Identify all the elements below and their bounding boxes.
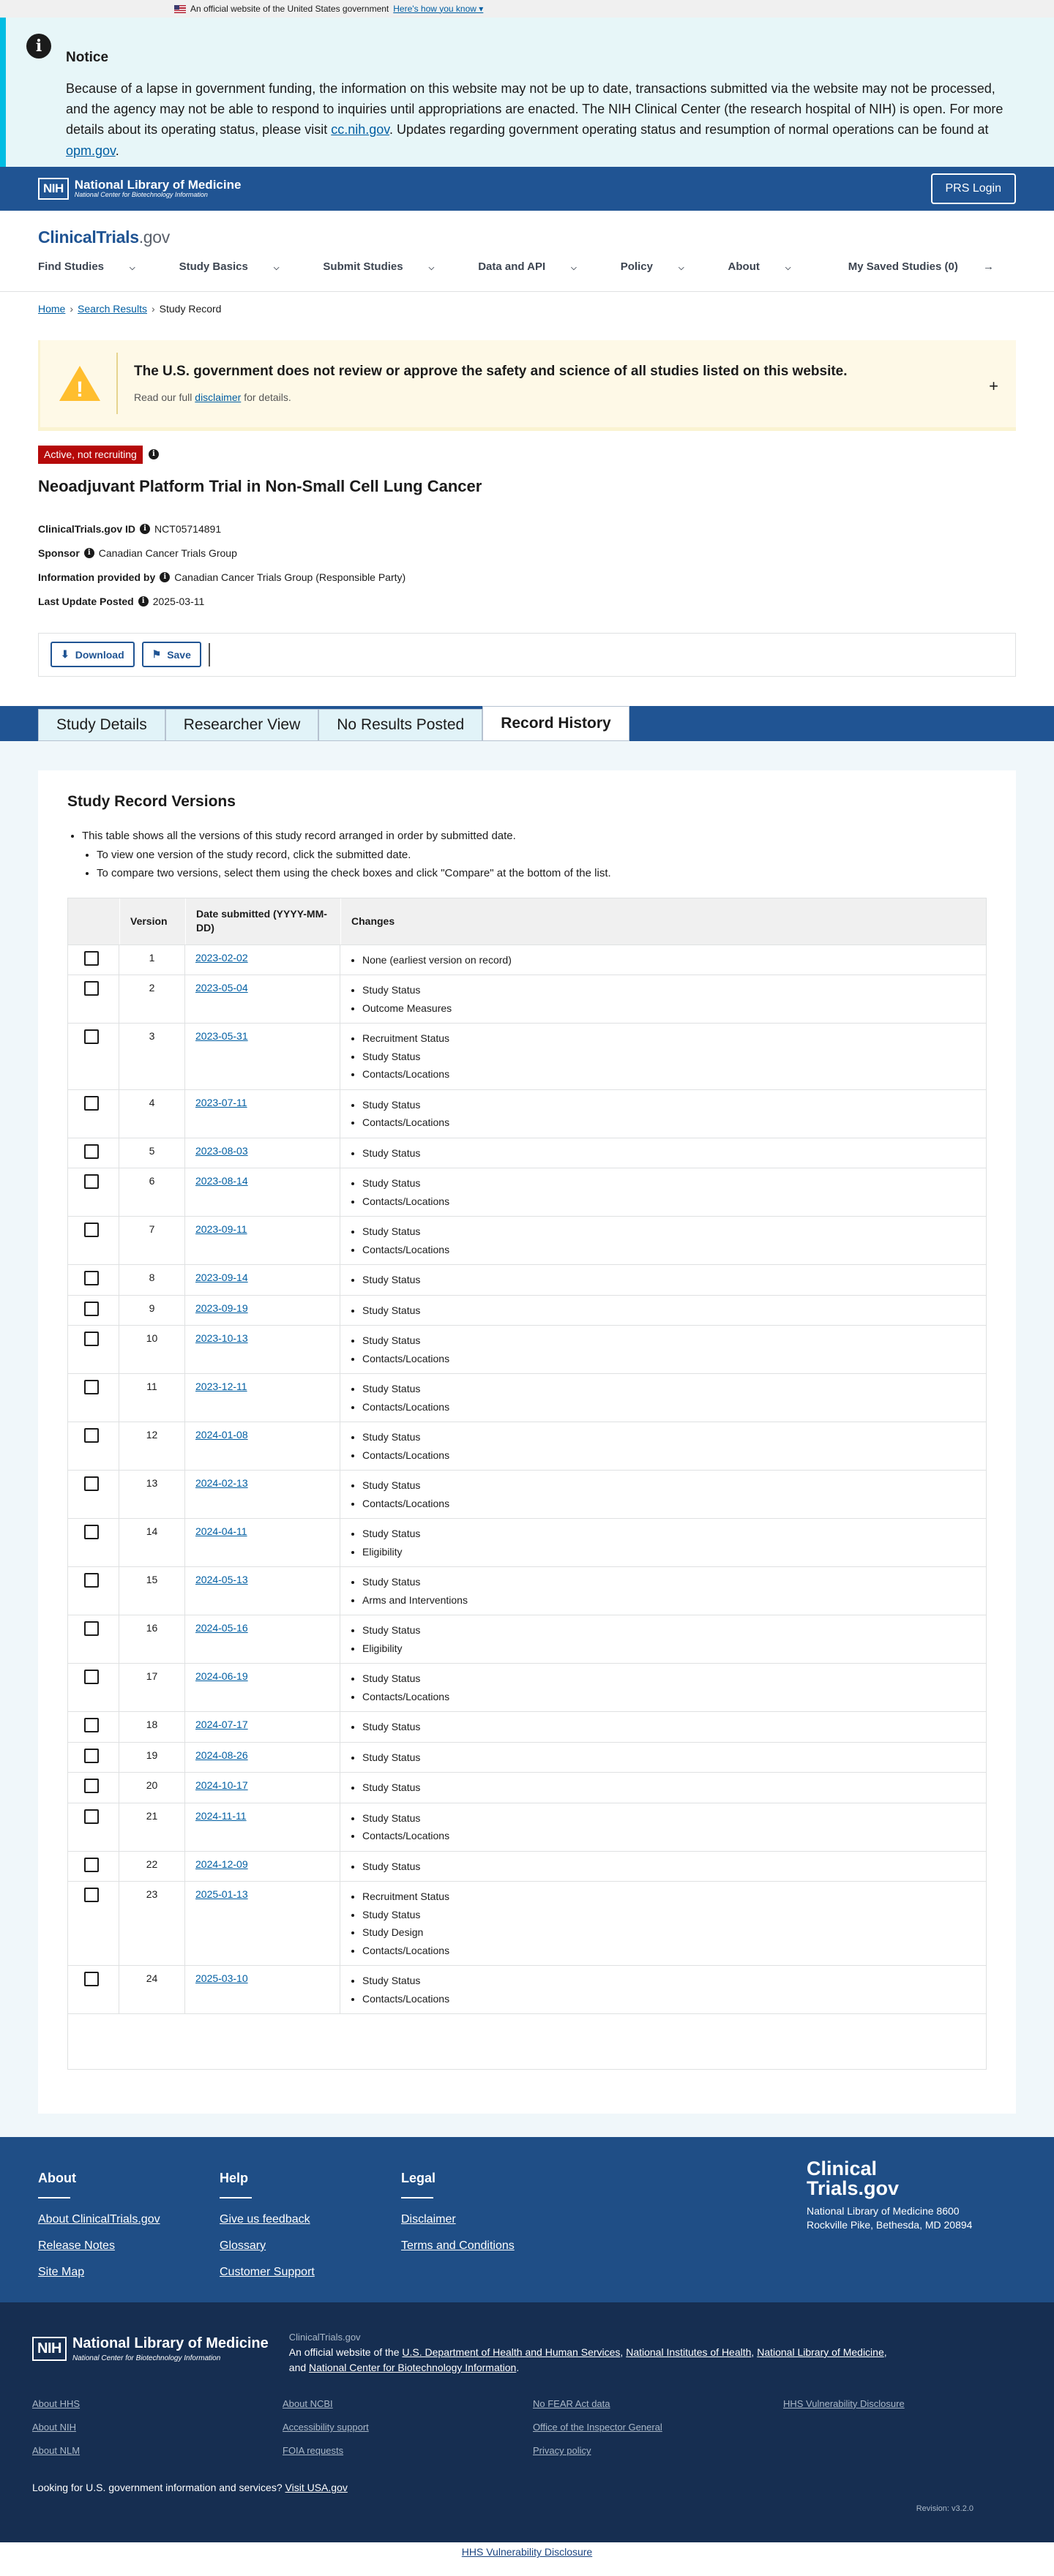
cc-nih-link[interactable]: cc.nih.gov [331,122,389,138]
nih-link[interactable]: National Institutes of Health [626,2346,752,2358]
compare-checkbox[interactable] [84,1573,99,1588]
table-header [68,898,986,945]
footer-link[interactable]: Office of the Inspector General [533,2422,662,2433]
change-item: • Contacts/Locations [362,1241,976,1259]
change-item: • Eligibility [362,1543,976,1561]
changes-list [362,1380,976,1416]
table-row [68,1881,986,1965]
notice-title: Notice [66,50,109,65]
version-date-link[interactable]: 2024-12-09 [195,1858,248,1870]
table-row [68,1138,986,1168]
version-date-link[interactable]: 2024-05-13 [195,1574,248,1586]
version-date-link[interactable]: 2024-08-26 [195,1749,248,1761]
change-item: • Contacts/Locations [362,1193,976,1211]
nlm-link[interactable]: National Library of Medicine [757,2346,884,2358]
changes-list [362,1096,976,1132]
history-intro [67,827,987,883]
change-item: • Contacts/Locations [362,1495,976,1513]
compare-checkbox[interactable] [84,1779,99,1793]
compare-checkbox[interactable] [84,1223,99,1237]
version-number: 18 [119,1712,185,1742]
change-item: • Study Status [362,1718,976,1736]
footer-brand [807,2159,988,2231]
notice-body: Because of a lapse in government funding, the information on this website may not be up to date, transactions submitted via the website may not be processed, and the agency may not be able to respond to inquiries until appropriations are enacted. The NIH Clinical Center (the research hospital of NIH) is open. For more details about its operating status, please visit cc.nih.gov. Updates regarding government operating status and resumption of normal operations can be found at opm.gov. [66,80,1003,158]
change-item: • Study Status [362,1749,976,1767]
version-date-link[interactable]: 2025-01-13 [195,1888,248,1901]
footer-bottom [0,2302,1054,2542]
nav-about[interactable]: About ⌵ [728,260,791,274]
version-date-link[interactable]: 2024-07-17 [195,1719,248,1731]
compare-checkbox[interactable] [84,1749,99,1763]
download-icon: ⬇ [61,648,70,661]
changes-list [362,1749,976,1767]
footer-link[interactable]: Site Map [38,2266,85,2279]
info-icon[interactable]: i [138,596,149,607]
change-item: • Study Status [362,1174,976,1193]
footer-link[interactable]: About NIH [32,2422,76,2433]
version-date-link[interactable]: 2023-08-14 [195,1175,248,1187]
footer-help [220,2169,401,2279]
version-number: 1 [119,945,185,975]
footer-bottom-links [32,2397,1022,2468]
ncbi-subtitle: National Center for Biotechnology Information [74,191,208,199]
version-number: 23 [119,1882,185,1965]
breadcrumb-home[interactable]: Home [38,303,66,315]
nih-logo-box: NIH [32,2337,67,2361]
info-icon: i [26,34,51,59]
intro-item: • To view one version of the study record, click the submitted date. [97,846,987,865]
change-item: • Study Status [362,1525,976,1543]
study-id: NCT05714891 [154,522,222,535]
change-item: • Study Status [362,1271,976,1289]
version-date-link[interactable]: 2024-02-13 [195,1477,248,1490]
table-row [68,1803,986,1851]
study-meta [0,498,1054,614]
study-title: Neoadjuvant Platform Trial in Non-Small Cell Lung Cancer [38,477,482,496]
footer-link[interactable]: About NLM [32,2445,81,2457]
version-date-link[interactable]: 2024-05-16 [195,1622,248,1634]
bookmark-icon: ⚑ [152,648,162,661]
change-item: • Contacts/Locations [362,1446,976,1465]
version-number: 19 [119,1743,185,1773]
col-date: Date submitted (YYYY-MM-DD) [185,898,340,945]
footer-about-title: About [38,2171,76,2186]
compare-checkbox[interactable] [84,1525,99,1539]
nav-study-basics[interactable]: Study Basics ⌵ [179,260,280,274]
col-version: Version [119,898,185,945]
compare-checkbox[interactable] [84,1809,99,1824]
changes-list [362,1428,976,1464]
compare-checkbox[interactable] [84,981,99,996]
changes-list [362,1858,976,1876]
compare-checkbox[interactable] [84,1428,99,1443]
info-icon[interactable]: i [140,524,150,534]
change-item: • Study Status [362,1779,976,1797]
changes-list [362,1718,976,1736]
change-item: • Arms and Interventions [362,1591,976,1610]
version-date-link[interactable]: 2023-05-31 [195,1030,248,1043]
version-number: 6 [119,1168,185,1216]
version-number: 9 [119,1296,185,1326]
table-row [68,1089,986,1138]
revision-label: Revision: v3.2.0 [916,2504,973,2513]
info-icon[interactable]: i [84,548,94,558]
breadcrumb-search-results[interactable]: Search Results [78,303,147,315]
opm-link[interactable]: opm.gov [66,143,116,158]
change-item: • Study Status [362,1809,976,1828]
version-date-link[interactable]: 2023-02-02 [195,951,248,964]
change-item: • Study Status [362,1380,976,1398]
table-row [68,945,986,975]
change-item: • Contacts/Locations [362,1398,976,1416]
tab-study-details[interactable]: Study Details [38,709,165,741]
table-row [68,1470,986,1518]
change-item: • Study Status [362,1428,976,1446]
version-number: 2 [119,975,185,1023]
gov-banner-text: An official website of the United States government [190,3,389,14]
disclaimer-text: Read our full disclaimer for details. [134,391,291,403]
version-number: 7 [119,1217,185,1264]
footer-link[interactable]: No FEAR Act data [533,2397,610,2409]
table-row [68,1965,986,2013]
change-item: • Eligibility [362,1640,976,1658]
sponsor-label: Sponsor [38,547,80,559]
compare-checkbox[interactable] [84,1144,99,1159]
change-item: • Contacts/Locations [362,1065,976,1084]
footer-link[interactable]: About NCBI [283,2397,333,2409]
divider [116,353,118,414]
change-item: • Contacts/Locations [362,1688,976,1706]
nav-submit-studies[interactable]: Submit Studies ⌵ [323,260,435,274]
intro-item: • This table shows all the versions of this study record arranged in order by submitted date. [82,827,987,846]
changes-list [362,1525,976,1561]
version-date-link[interactable]: 2024-01-08 [195,1429,248,1441]
footer-link[interactable]: Release Notes [38,2239,115,2252]
site-name: ClinicalTrials.gov [288,2332,361,2343]
change-item: • Contacts/Locations [362,1114,976,1132]
compare-checkbox[interactable] [84,1972,99,1986]
ncbi-link[interactable]: National Center for Biotechnology Information [309,2361,517,2373]
save-button[interactable]: ⚑ Save [142,642,201,667]
table-row [68,1742,986,1773]
changes-list [362,1332,976,1367]
version-number: 8 [119,1265,185,1295]
version-number: 20 [119,1773,185,1803]
compare-checkbox[interactable] [84,1858,99,1872]
version-number: 15 [119,1567,185,1615]
provided-label: Information provided by [38,571,156,583]
version-number: 16 [119,1615,185,1663]
tab-researcher-view[interactable]: Researcher View [165,709,319,741]
footer-link[interactable]: Terms and Conditions [401,2239,515,2252]
version-date-link[interactable]: 2023-12-11 [195,1381,247,1393]
info-icon[interactable]: i [149,449,159,459]
compare-checkbox[interactable] [84,1476,99,1491]
tab-no-results-posted[interactable]: No Results Posted [318,709,482,741]
tab-record-history[interactable]: Record History [482,706,629,741]
version-number: 5 [119,1138,185,1168]
change-item: • Study Status [362,1670,976,1688]
table-row [68,1566,986,1615]
version-number: 22 [119,1852,185,1882]
footer [0,2137,1054,2302]
table-row [68,1663,986,1711]
version-number: 14 [119,1519,185,1566]
change-item: • Contacts/Locations [362,1990,976,2008]
footer-link[interactable]: Privacy policy [533,2445,591,2457]
site-logo[interactable]: ClinicalTrials.gov [38,228,170,247]
us-flag-icon [174,5,186,13]
version-date-link[interactable]: 2023-08-03 [195,1144,248,1157]
version-date-link[interactable]: 2023-09-11 [195,1223,247,1236]
nlm-name: National Library of Medicine [74,178,242,192]
compare-checkbox[interactable] [84,951,99,966]
nih-logo-box: NIH [38,178,69,200]
table-row [68,1373,986,1422]
provided-value: Canadian Cancer Trials Group (Responsible Party) [174,571,406,583]
version-number: 11 [119,1374,185,1422]
version-date-link[interactable]: 2023-10-13 [195,1332,248,1345]
change-item: • Outcome Measures [362,999,976,1018]
change-item: • Contacts/Locations [362,1350,976,1368]
version-date-link[interactable]: 2023-05-04 [195,982,248,994]
study-tabs [0,706,1054,741]
change-item: • Contacts/Locations [362,1942,976,1960]
footer-legal [401,2169,583,2279]
official-site-text: ClinicalTrials.gov An official website of the U.S. Department of Health and Human Services, National Institutes of Health, National Library of Medicine, and National Center for Biotechnology Information. [288,2332,887,2373]
version-number: 13 [119,1471,185,1518]
record-history-panel [38,770,1016,2114]
changes-list [362,1621,976,1657]
table-row [68,1023,986,1089]
compare-checkbox[interactable] [84,1670,99,1684]
version-date-link[interactable]: 2023-09-19 [195,1302,248,1314]
history-title: Study Record Versions [67,792,236,810]
change-item: • Study Status [362,1906,976,1924]
change-item: • Study Status [362,1302,976,1320]
table-row [68,1615,986,1663]
table-row [68,1264,986,1295]
footer-link[interactable]: Give us feedback [220,2212,310,2226]
compare-checkbox[interactable] [84,1718,99,1732]
version-date-link[interactable]: 2024-06-19 [195,1670,248,1683]
change-item: • Contacts/Locations [362,1827,976,1845]
footer-about [38,2169,220,2279]
changes-list [362,1271,976,1289]
change-item: • Recruitment Status [362,1029,976,1048]
footer-help-title: Help [220,2171,249,2186]
compare-checkbox[interactable] [84,1380,99,1394]
changes-list [362,1573,976,1609]
change-item: • Recruitment Status [362,1888,976,1906]
footer-link[interactable]: HHS Vulnerability Disclosure [783,2397,905,2409]
table-row [68,1772,986,1803]
download-button[interactable]: ⬇ Download [51,642,135,667]
nav-data-api[interactable]: Data and API ⌵ [478,260,577,274]
footer-brand-line1: Clinical [807,2158,878,2180]
change-item: • Study Status [362,1858,976,1876]
table-row [68,1216,986,1264]
compare-checkbox[interactable] [84,1302,99,1316]
warning-icon [59,366,100,401]
compare-checkbox[interactable] [84,1096,99,1111]
footer-address: National Library of Medicine 8600 Rockville Pike, Bethesda, MD 20894 [807,2205,973,2231]
disclaimer-title: The U.S. government does not review or approve the safety and science of all studies listed on this website. [134,364,848,379]
change-item: • Study Status [362,1573,976,1591]
changes-list [362,981,976,1017]
disclaimer-link[interactable]: disclaimer [195,391,242,403]
compare-checkbox[interactable] [84,1888,99,1902]
version-number: 21 [119,1803,185,1851]
nlm-logo[interactable] [38,178,241,200]
heres-how-you-know-link[interactable]: Here's how you know ▾ [393,3,484,14]
col-changes: Changes [340,898,986,945]
version-number: 3 [119,1024,185,1089]
usa-gov-link[interactable]: Visit USA.gov [285,2482,348,2494]
compare-checkbox[interactable] [84,1332,99,1346]
footer-link[interactable]: Disclaimer [401,2212,456,2226]
changes-list [362,1670,976,1705]
change-item: • Study Status [362,1144,976,1163]
change-item: • Study Status [362,1223,976,1241]
changes-list [362,1174,976,1210]
intro-item: • To compare two versions, select them using the check boxes and click "Compare" at the bottom of the list. [97,864,987,883]
footer-legal-title: Legal [401,2171,436,2186]
version-date-link[interactable]: 2024-10-17 [195,1779,248,1792]
ncbi-subtitle: National Center for Biotechnology Information [72,2354,221,2363]
site-header [0,211,1054,292]
info-icon[interactable]: i [160,572,170,582]
version-date-link[interactable]: 2023-09-14 [195,1272,248,1284]
prs-login-button[interactable]: PRS Login [931,173,1017,204]
breadcrumb-current: Study Record [159,303,222,315]
nav-policy[interactable]: Policy ⌵ [620,260,684,274]
change-item: • Study Status [362,1096,976,1114]
changes-list [362,1888,976,1959]
change-item: • Study Status [362,981,976,999]
disclaimer-alert [38,340,1016,431]
nlm-header-bar [0,167,1054,211]
changes-list [362,1809,976,1845]
changes-list [362,1476,976,1512]
footer-link[interactable]: About ClinicalTrials.gov [38,2212,160,2226]
table-row [68,1711,986,1742]
version-number: 4 [119,1090,185,1138]
updated-label: Last Update Posted [38,595,134,607]
footer-brand-line2: Trials.gov [807,2177,900,2200]
main-nav [38,259,1016,274]
changes-list [362,1779,976,1797]
change-item: • Study Status [362,1476,976,1495]
change-item: • Study Status [362,1972,976,1990]
version-date-link[interactable]: 2024-04-11 [195,1525,247,1538]
changes-list [362,951,976,969]
version-date-link[interactable]: 2024-11-11 [195,1809,247,1822]
versions-table [67,898,987,2070]
expand-plus-icon[interactable]: + [989,376,998,395]
gov-banner [0,0,1054,18]
version-number: 10 [119,1326,185,1373]
changes-list [362,1223,976,1258]
table-row [68,1168,986,1216]
action-bar [38,633,1016,677]
usa-gov-prompt: Looking for U.S. government information and services? Visit USA.gov [32,2482,348,2494]
nlm-name: National Library of Medicine [72,2335,269,2352]
updated-value: 2025-03-11 [152,595,205,607]
table-row [68,1325,986,1373]
hhs-vulnerability-link[interactable]: HHS Vulnerability Disclosure [461,2546,593,2558]
version-number: 12 [119,1422,185,1470]
change-item: • Study Status [362,1048,976,1066]
footer-link[interactable]: Accessibility support [283,2422,369,2433]
status-badge: Active, not recruiting [38,446,143,465]
footer-link[interactable]: FOIA requests [283,2445,344,2457]
changes-list [362,1144,976,1163]
compare-checkbox[interactable] [84,1271,99,1285]
version-date-link[interactable]: 2025-03-10 [195,1972,248,1985]
footer-link[interactable]: Customer Support [220,2266,315,2279]
changes-list [362,1302,976,1320]
footer-link[interactable]: About HHS [32,2397,81,2409]
change-item: • Study Status [362,1621,976,1640]
footer-link[interactable]: Glossary [220,2239,266,2252]
nav-find-studies[interactable]: Find Studies ⌵ [38,260,135,274]
compare-checkbox[interactable] [84,1621,99,1636]
table-row [68,975,986,1023]
divider [209,643,210,666]
changes-list [362,1972,976,2008]
changes-list [362,1029,976,1084]
shutdown-notice [0,18,1054,167]
change-item: • Study Status [362,1332,976,1350]
table-row [68,1422,986,1470]
compare-checkbox[interactable] [84,1174,99,1189]
compare-checkbox[interactable] [84,1029,99,1044]
sponsor-value: Canadian Cancer Trials Group [98,547,237,559]
version-date-link[interactable]: 2023-07-11 [195,1096,247,1108]
hhs-link[interactable]: U.S. Department of Health and Human Services [402,2346,621,2358]
nlm-footer-logo[interactable] [32,2333,269,2364]
breadcrumb: Home › Search Results › Study Record [38,303,222,315]
my-saved-studies-link[interactable]: My Saved Studies (0) → [848,260,994,274]
version-number: 24 [119,1966,185,2013]
table-row [68,1518,986,1566]
table-row [68,1851,986,1882]
table-row [68,1295,986,1326]
version-number: 17 [119,1664,185,1711]
change-item: • None (earliest version on record) [362,951,976,969]
id-label: ClinicalTrials.gov ID [38,522,136,535]
change-item: • Study Design [362,1923,976,1942]
